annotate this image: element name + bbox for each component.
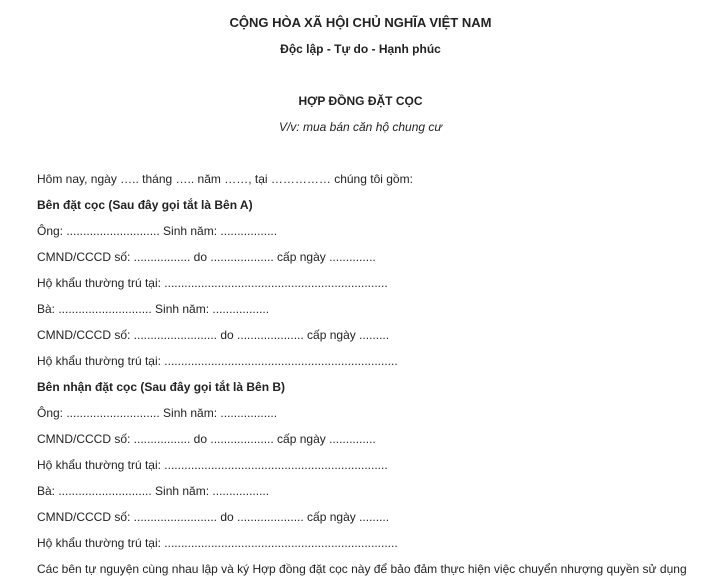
party-b-mrs-address-line: Hộ khẩu thường trú tại: ...................................................................... — [37, 536, 398, 550]
party-b-mrs-line: Bà: ............................ Sinh năm: ................. — [37, 484, 270, 498]
party-a-mr-address-line: Hộ khẩu thường trú tại: ................................................................... — [37, 276, 388, 290]
contract-title: HỢP ĐỒNG ĐẶT CỌC — [298, 94, 423, 108]
party-a-mr-id-line: CMND/CCCD số: ................. do ................... cấp ngày .............. — [37, 250, 376, 264]
party-b-mr-id-line: CMND/CCCD số: ................. do ................... cấp ngày .............. — [37, 432, 376, 446]
party-b-mr-address-line: Hộ khẩu thường trú tại: ................................................................... — [37, 458, 388, 472]
party-a-mrs-id-line: CMND/CCCD số: ......................... do .................... cấp ngày ......... — [37, 328, 390, 342]
party-b-heading: Bên nhận đặt cọc (Sau đây gọi tắt là Bên B) — [37, 380, 286, 394]
motto: Độc lập - Tự do - Hạnh phúc — [280, 42, 441, 56]
party-a-mr-line: Ông: ............................ Sinh năm: ................. — [37, 224, 278, 238]
party-a-mrs-line: Bà: ............................ Sinh năm: ................. — [37, 302, 270, 316]
intro-line: Hôm nay, ngày ….. tháng ….. năm ……, tại …………… chúng tôi gồm: — [37, 172, 413, 186]
closing-paragraph: Các bên tự nguyện cùng nhau lập và ký Hợp đồng đặt cọc này để bảo đảm thực hiện việc chuyển nhượng quyền sử dụng — [37, 562, 687, 576]
party-b-mrs-id-line: CMND/CCCD số: ......................... do .................... cấp ngày ......... — [37, 510, 390, 524]
party-a-mrs-address-line: Hộ khẩu thường trú tại: ...................................................................... — [37, 354, 398, 368]
contract-subject: V/v: mua bán căn hộ chung cư — [278, 120, 443, 134]
nation-heading: CỘNG HÒA XÃ HỘI CHỦ NGHĨA VIỆT NAM — [229, 15, 492, 30]
party-a-heading: Bên đặt cọc (Sau đây gọi tắt là Bên A) — [37, 198, 253, 212]
party-b-mr-line: Ông: ............................ Sinh năm: ................. — [37, 406, 278, 420]
